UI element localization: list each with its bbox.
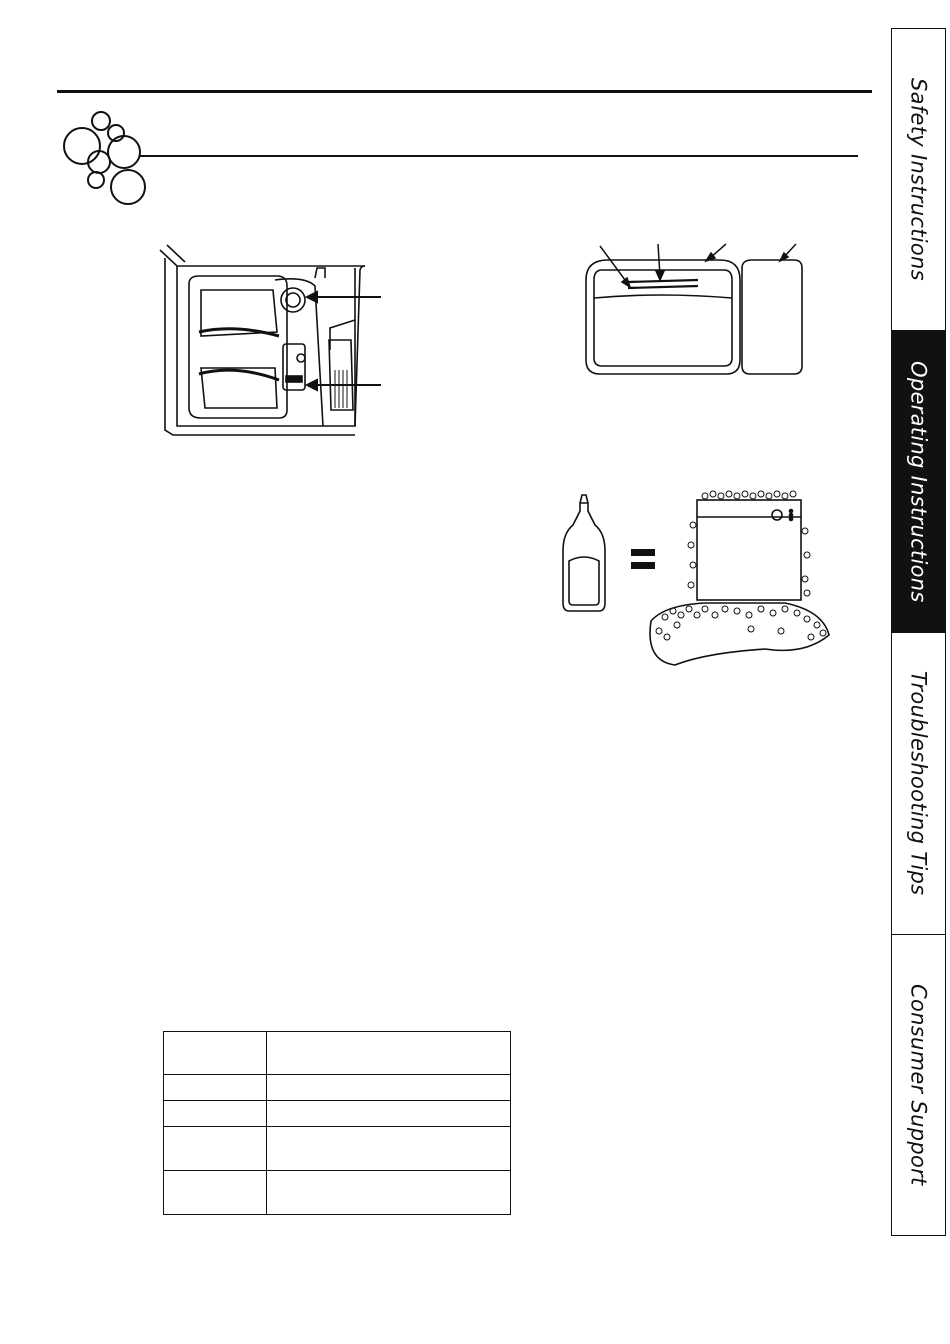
table-cell <box>164 1171 267 1215</box>
table-cell <box>164 1101 267 1127</box>
tab-safety-instructions[interactable] <box>891 28 946 331</box>
table-cell <box>267 1171 511 1215</box>
detergent-cup-diagram <box>580 240 810 380</box>
table-cell <box>267 1075 511 1101</box>
dispenser-illustration <box>155 240 395 440</box>
section-rule <box>140 155 858 157</box>
table-cell <box>164 1032 267 1075</box>
tab-label: Operating Instructions <box>906 360 931 603</box>
table-cell <box>164 1127 267 1171</box>
tab-troubleshooting-tips[interactable] <box>891 632 946 935</box>
info-table <box>163 1031 511 1214</box>
table-cell <box>267 1127 511 1171</box>
tab-label: Troubleshooting Tips <box>906 671 931 896</box>
tab-operating-instructions[interactable] <box>891 330 946 633</box>
table-cell <box>164 1075 267 1101</box>
section-tabs <box>891 28 948 1236</box>
header-rule <box>57 90 872 93</box>
bubbles-icon <box>58 106 153 208</box>
tab-label: Consumer Support <box>906 984 931 1186</box>
table-cell <box>267 1101 511 1127</box>
table-cell <box>267 1032 511 1075</box>
dish-soap-warning-illustration <box>555 485 835 675</box>
tab-consumer-support[interactable] <box>891 934 946 1236</box>
tab-label: Safety Instructions <box>906 78 931 281</box>
